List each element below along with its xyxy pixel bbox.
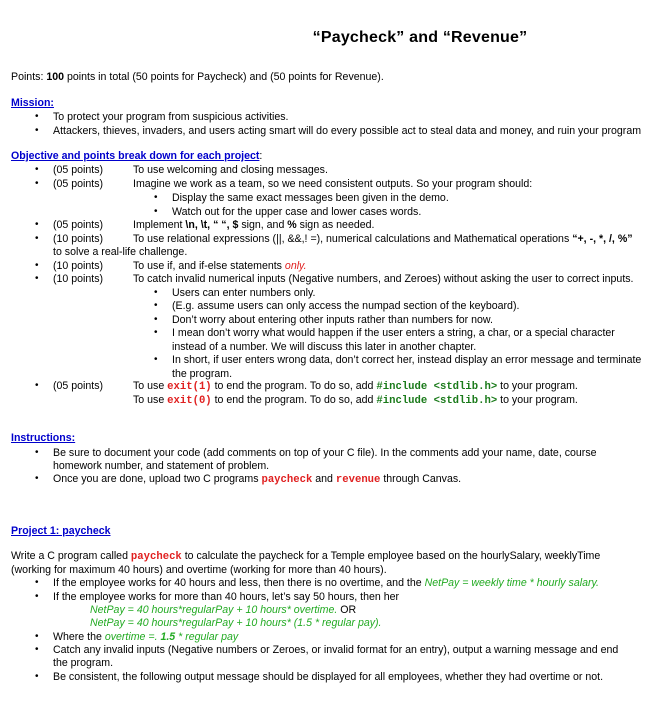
netpay-formula: NetPay = 40 hours*regularPay + 10 hours* overtime. [90, 604, 338, 616]
exit-code: exit(1) [167, 381, 212, 393]
project1-item: Catch any invalid inputs (Negative numbers or Zeroes, or invalid format for an entry), output a warning message and end [53, 644, 619, 656]
project1-heading: Project 1: paycheck [11, 525, 111, 537]
objective-subitem: (E.g. assume users can only access the numpad section of the keyboard). [172, 300, 520, 312]
text-fragment: Where the [53, 631, 105, 643]
project1-item: Be consistent, the following output message should be displayed for all employees, whether they had overtime or not. [53, 671, 604, 683]
instruction-item [53, 473, 461, 487]
text-fragment: To use if, and if-else statements [133, 260, 285, 272]
mission-heading: Mission: [11, 97, 54, 109]
bullet-icon: • [35, 591, 39, 602]
bullet-icon: • [154, 327, 158, 338]
netpay-formula: NetPay = 40 hours*regularPay + 10 hours* (1.5 * regular pay). [90, 617, 382, 629]
bullet-icon: • [35, 644, 39, 655]
mission-item: Attackers, thieves, invaders, and users acting smart will do every possible act to steal data and money, and ruin your program [53, 125, 642, 137]
bullet-icon: • [35, 447, 39, 458]
exit-code: exit(0) [167, 395, 212, 407]
bullet-icon: • [154, 354, 158, 365]
bullet-icon: • [35, 473, 39, 484]
bullet-icon: • [35, 380, 39, 391]
objective-points: (10 points) [53, 260, 104, 272]
bullet-icon: • [35, 273, 39, 284]
text-fragment: sign, and [238, 219, 288, 231]
objective-text: To catch invalid numerical inputs (Negative numbers, and Zeroes) without asking the user to correct inputs. [133, 273, 634, 285]
bullet-icon: • [35, 631, 39, 642]
objective-subitem: In short, if user enters wrong data, don’t correct her, instead display an error message and terminate [172, 354, 642, 366]
project1-intro [11, 550, 600, 564]
text-fragment: and [312, 473, 336, 485]
objective-subitem: Display the same exact messages been given in the demo. [172, 192, 449, 204]
objective-points: (05 points) [53, 164, 104, 176]
program-name: revenue [335, 474, 381, 486]
emphasis-only: only. [284, 260, 307, 272]
objective-text [133, 219, 374, 232]
math-operators: “+, -, *, /, %” [569, 233, 633, 245]
objective-subitem: I mean don’t worry what would happen if the user enters a string, a char, or a special character [172, 327, 615, 339]
bullet-icon: • [35, 111, 39, 122]
exit-line [133, 380, 578, 394]
bullet-icon: • [154, 314, 158, 325]
objectives-colon: : [259, 150, 263, 162]
text-fragment: to end the program. To do so, add [211, 380, 377, 392]
instruction-item: Be sure to document your code (add comments on top of your C file). In the comments add your name, date, course [53, 447, 597, 459]
bullet-icon: • [35, 164, 39, 175]
bullet-icon: • [35, 125, 39, 136]
points-rest: points in total (50 points for Paycheck) and (50 points for Revenue). [64, 71, 384, 83]
objective-text: To use welcoming and closing messages. [133, 164, 328, 176]
objective-text [133, 260, 307, 273]
text-fragment: sign as needed. [296, 219, 375, 231]
text-fragment: to your program. [497, 394, 578, 406]
project1-item [53, 631, 238, 644]
text-fragment: To use [133, 394, 168, 406]
objectives-heading-line [11, 150, 262, 163]
text-fragment: Once you are done, upload two C programs [53, 473, 262, 485]
overtime-factor: 1.5 [160, 631, 176, 643]
objective-points: (10 points) [53, 273, 104, 285]
objective-subitem-continuation: the program. [172, 368, 233, 380]
text-fragment: OR [337, 604, 357, 616]
objective-subitem: Watch out for the upper case and lower cases words. [172, 206, 422, 218]
bullet-icon: • [154, 206, 158, 217]
program-name: paycheck [130, 551, 182, 563]
include-directive: #include <stdlib.h> [376, 381, 498, 393]
objective-subitem-continuation: instead of a number. We will discuss this later in another chapter. [172, 341, 477, 353]
objective-text [133, 233, 658, 246]
text-fragment: To use [133, 380, 168, 392]
document-title: “Paycheck” and “Revenue” [312, 29, 528, 46]
formula-line [90, 604, 356, 617]
objective-subitem: Don’t worry about entering other inputs rather than numbers for now. [172, 314, 493, 326]
bullet-icon: • [154, 192, 158, 203]
bullet-icon: • [35, 671, 39, 682]
overtime-formula: overtime =. [104, 631, 161, 643]
bullet-icon: • [35, 577, 39, 588]
formula-line [90, 617, 382, 630]
include-directive: #include <stdlib.h> [376, 395, 498, 407]
text-fragment: To use relational expressions (||, &&,! =), numerical calculations and Mathematical operations [133, 233, 570, 245]
objective-points: (05 points) [53, 219, 104, 231]
escape-sequences: \n, \t, “ “, $ [185, 219, 239, 231]
text-fragment: Write a C program called [11, 550, 131, 562]
objective-points: (05 points) [53, 178, 104, 190]
objective-subitem: Users can enter numbers only. [172, 287, 316, 299]
project1-item: If the employee works for more than 40 hours, let’s say 50 hours, then her [53, 591, 400, 603]
program-name: paycheck [261, 474, 313, 486]
objectives-heading: Objective and points break down for each project [11, 150, 260, 162]
bullet-icon: • [35, 260, 39, 271]
bullet-icon: • [154, 287, 158, 298]
mission-item: To protect your program from suspicious activities. [53, 111, 289, 123]
instruction-item-continuation: homework number, and statement of problem. [53, 460, 270, 472]
points-prefix: Points: [11, 71, 47, 83]
project1-item [53, 577, 599, 590]
objective-points: (05 points) [53, 380, 104, 392]
objective-text: Imagine we work as a team, so we need consistent outputs. So your program should: [133, 178, 533, 190]
exit-line [133, 394, 578, 408]
netpay-formula: NetPay = weekly time * hourly salary. [424, 577, 599, 589]
text-fragment: If the employee works for 40 hours and less, then there is no overtime, and the [53, 577, 425, 589]
points-line [11, 71, 384, 84]
text-fragment: to your program. [497, 380, 578, 392]
objective-points: (10 points) [53, 233, 104, 245]
objective-continuation: to solve a real-life challenge. [53, 246, 188, 258]
project1-intro-continuation: (working for maximum 40 hours) and overtime (working for more than 40 hours). [11, 564, 387, 576]
bullet-icon: • [35, 178, 39, 189]
text-fragment: to end the program. To do so, add [211, 394, 377, 406]
bullet-icon: • [35, 219, 39, 230]
text-fragment: to calculate the paycheck for a Temple employee based on the hourlySalary, weeklyTime [181, 550, 601, 562]
percent-sign: % [287, 219, 297, 231]
points-total: 100 [46, 71, 65, 83]
project1-item-continuation: the program. [53, 657, 114, 669]
text-fragment: Implement [133, 219, 186, 231]
instructions-heading: Instructions: [11, 432, 76, 444]
bullet-icon: • [154, 300, 158, 311]
overtime-formula: * regular pay [175, 631, 239, 643]
text-fragment: through Canvas. [380, 473, 462, 485]
bullet-icon: • [35, 233, 39, 244]
